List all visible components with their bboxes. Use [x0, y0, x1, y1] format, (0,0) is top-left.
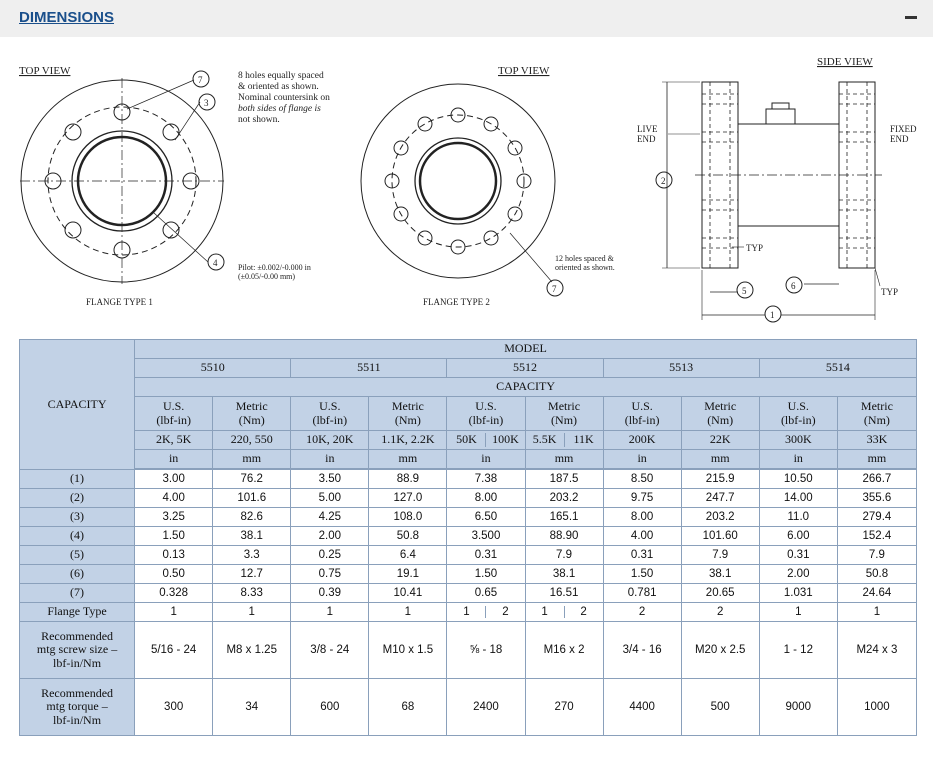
model-5514: 5514 — [759, 359, 916, 378]
table-cell: 1.50 — [447, 565, 525, 584]
table-cell: 8.00 — [603, 508, 681, 527]
table-cell: 7.9 — [837, 546, 916, 565]
svg-text:both sides of flange is: both sides of flange is — [238, 104, 321, 114]
table-cell: 266.7 — [837, 470, 916, 489]
row-label: (6) — [20, 565, 135, 584]
note-8-holes — [238, 71, 330, 125]
svg-text:5: 5 — [742, 286, 747, 296]
table-cell: 14.00 — [759, 489, 837, 508]
note-pilot — [238, 263, 311, 281]
table-cell: 7.9 — [525, 546, 603, 565]
row-label: (5) — [20, 546, 135, 565]
model-5511: 5511 — [291, 359, 447, 378]
svg-text:7: 7 — [198, 75, 203, 85]
live-end-label: LIVE — [637, 124, 658, 134]
table-cell: 0.781 — [603, 584, 681, 603]
table-cell: 4.00 — [135, 489, 213, 508]
svg-text:1: 1 — [770, 310, 775, 320]
flange-type-2-label: FLANGE TYPE 2 — [423, 297, 490, 307]
table-cell: 7.9 — [681, 546, 759, 565]
table-cell: 19.1 — [369, 565, 447, 584]
row-label: (2) — [20, 489, 135, 508]
collapse-icon[interactable] — [904, 10, 918, 24]
table-cell: 38.1 — [525, 565, 603, 584]
table-cell: 247.7 — [681, 489, 759, 508]
capacity-header: CAPACITY — [135, 378, 917, 397]
model-5512: 5512 — [447, 359, 603, 378]
table-cell: 101.60 — [681, 527, 759, 546]
table-cell: 0.328 — [135, 584, 213, 603]
table-cell: 1.50 — [135, 527, 213, 546]
svg-text:(±0.05/-0.00 mm): (±0.05/-0.00 mm) — [238, 272, 296, 281]
table-row — [20, 489, 917, 508]
table-cell: 187.5 — [525, 470, 603, 489]
dimension-drawing — [0, 40, 933, 336]
svg-text:7: 7 — [552, 284, 557, 294]
table-cell: 6.4 — [369, 546, 447, 565]
side-view-label: SIDE VIEW — [817, 56, 873, 68]
table-cell: 3.500 — [447, 527, 525, 546]
svg-text:Nominal countersink on: Nominal countersink on — [238, 93, 330, 103]
table-cell: 10.50 — [759, 470, 837, 489]
table-cell: 4.25 — [291, 508, 369, 527]
table-cell: 88.90 — [525, 527, 603, 546]
table-row — [20, 546, 917, 565]
svg-text:2: 2 — [661, 176, 666, 186]
flange-type-2-drawing — [361, 65, 615, 307]
note-12-holes — [555, 254, 615, 272]
model-5510: 5510 — [135, 359, 291, 378]
table-cell: 0.31 — [603, 546, 681, 565]
svg-text:Pilot: ±0.002/-0.000 in: Pilot: ±0.002/-0.000 in — [238, 263, 311, 272]
table-cell: 101.6 — [213, 489, 291, 508]
svg-text:8 holes equally spaced: 8 holes equally spaced — [238, 71, 324, 81]
table-cell: 0.25 — [291, 546, 369, 565]
table-cell: 38.1 — [213, 527, 291, 546]
svg-text:not shown.: not shown. — [238, 115, 280, 125]
table-cell: 7.38 — [447, 470, 525, 489]
table-cell: 279.4 — [837, 508, 916, 527]
table-cell: 5.00 — [291, 489, 369, 508]
table-cell: 4.00 — [603, 527, 681, 546]
table-cell: 355.6 — [837, 489, 916, 508]
table-cell: 8.50 — [603, 470, 681, 489]
table-cell: 1.031 — [759, 584, 837, 603]
table-cell: 0.50 — [135, 565, 213, 584]
table-cell: 6.00 — [759, 527, 837, 546]
svg-text:TYP: TYP — [881, 287, 899, 297]
table-cell: 10.41 — [369, 584, 447, 603]
table-cell: 11.0 — [759, 508, 837, 527]
table-cell: 3.00 — [135, 470, 213, 489]
table-cell: 0.31 — [759, 546, 837, 565]
table-cell: 76.2 — [213, 470, 291, 489]
table-cell: 165.1 — [525, 508, 603, 527]
unit-header-row: U.S. (lbf-in) Metric (Nm) U.S. (lbf-in) Metric (Nm) U.S. (lbf-in) Metric (Nm) U.S. (lbf-in) Metric (Nm) U.S. (lbf-in) Metric (Nm) — [20, 397, 917, 431]
table-cell: 20.65 — [681, 584, 759, 603]
svg-text:oriented as shown.: oriented as shown. — [555, 263, 615, 272]
table-cell: 82.6 — [213, 508, 291, 527]
section-header — [0, 0, 933, 37]
row-label: (4) — [20, 527, 135, 546]
table-cell: 16.51 — [525, 584, 603, 603]
table-cell: 3.3 — [213, 546, 291, 565]
model-5513: 5513 — [603, 359, 759, 378]
table-cell: 2.00 — [291, 527, 369, 546]
table-row — [20, 470, 917, 489]
flange-type-1-drawing — [19, 65, 330, 307]
table-cell: 108.0 — [369, 508, 447, 527]
table-row — [20, 508, 917, 527]
top-view-right-label: TOP VIEW — [498, 65, 550, 77]
flange-2-bolt-holes — [385, 108, 531, 254]
svg-text:3: 3 — [204, 98, 209, 108]
svg-text:END: END — [890, 134, 909, 144]
table-cell: 24.64 — [837, 584, 916, 603]
units-row: in mm in mm in mm in mm in mm — [20, 450, 917, 469]
table-cell: 8.00 — [447, 489, 525, 508]
table-cell: 8.33 — [213, 584, 291, 603]
top-view-left-label: TOP VIEW — [19, 65, 71, 77]
table-cell: 0.31 — [447, 546, 525, 565]
capacity-values-row: 2K, 5K 220, 550 10K, 20K 1.1K, 2.2K 50K 100K 5.5K 11K 200K 22K 300K 33K — [20, 431, 917, 450]
torque-row: Recommended mtg torque – lbf-in/Nm 300 34 600 68 2400 270 4400 500 9000 1000 — [20, 679, 917, 736]
svg-text:END: END — [637, 134, 656, 144]
table-row — [20, 584, 917, 603]
row-label: (7) — [20, 584, 135, 603]
side-view-drawing — [637, 56, 917, 322]
table-cell: 6.50 — [447, 508, 525, 527]
table-cell: 3.50 — [291, 470, 369, 489]
svg-text:12 holes spaced &: 12 holes spaced & — [555, 254, 614, 263]
table-cell: 203.2 — [681, 508, 759, 527]
table-cell: 50.8 — [837, 565, 916, 584]
screw-size-row: Recommended mtg screw size – lbf-in/Nm 5/16 - 24 M8 x 1.25 3/8 - 24 M10 x 1.5 ⅝ - 18 M16 x 2 3/4 - 16 M20 x 2.5 1 - 12 M24 x 3 — [20, 622, 917, 679]
svg-text:& oriented as shown.: & oriented as shown. — [238, 82, 319, 92]
table-cell: 203.2 — [525, 489, 603, 508]
table-cell: 50.8 — [369, 527, 447, 546]
table-cell: 3.25 — [135, 508, 213, 527]
table-cell: 12.7 — [213, 565, 291, 584]
capacity-row-header: CAPACITY — [20, 340, 135, 470]
table-row — [20, 527, 917, 546]
fixed-end-label: FIXED — [890, 124, 917, 134]
flange-type-1-label: FLANGE TYPE 1 — [86, 297, 153, 307]
table-cell: 0.13 — [135, 546, 213, 565]
table-cell: 9.75 — [603, 489, 681, 508]
table-cell: 127.0 — [369, 489, 447, 508]
table-cell: 2.00 — [759, 565, 837, 584]
table-cell: 0.39 — [291, 584, 369, 603]
table-cell: 1.50 — [603, 565, 681, 584]
table-cell: 0.65 — [447, 584, 525, 603]
section-title-link[interactable]: DIMENSIONS — [19, 9, 115, 26]
table-cell: 152.4 — [837, 527, 916, 546]
flange-type-row: Flange Type 1 1 1 1 1 2 1 2 2 2 1 1 — [20, 603, 917, 622]
table-cell: 215.9 — [681, 470, 759, 489]
table-row — [20, 565, 917, 584]
svg-text:4: 4 — [213, 258, 218, 268]
svg-text:6: 6 — [791, 281, 796, 291]
table-cell: 0.75 — [291, 565, 369, 584]
row-label: (1) — [20, 470, 135, 489]
row-label: (3) — [20, 508, 135, 527]
table-cell: 38.1 — [681, 565, 759, 584]
svg-text:TYP: TYP — [746, 243, 764, 253]
dimensions-table — [19, 339, 917, 736]
table-cell: 88.9 — [369, 470, 447, 489]
model-header: MODEL — [135, 340, 917, 359]
